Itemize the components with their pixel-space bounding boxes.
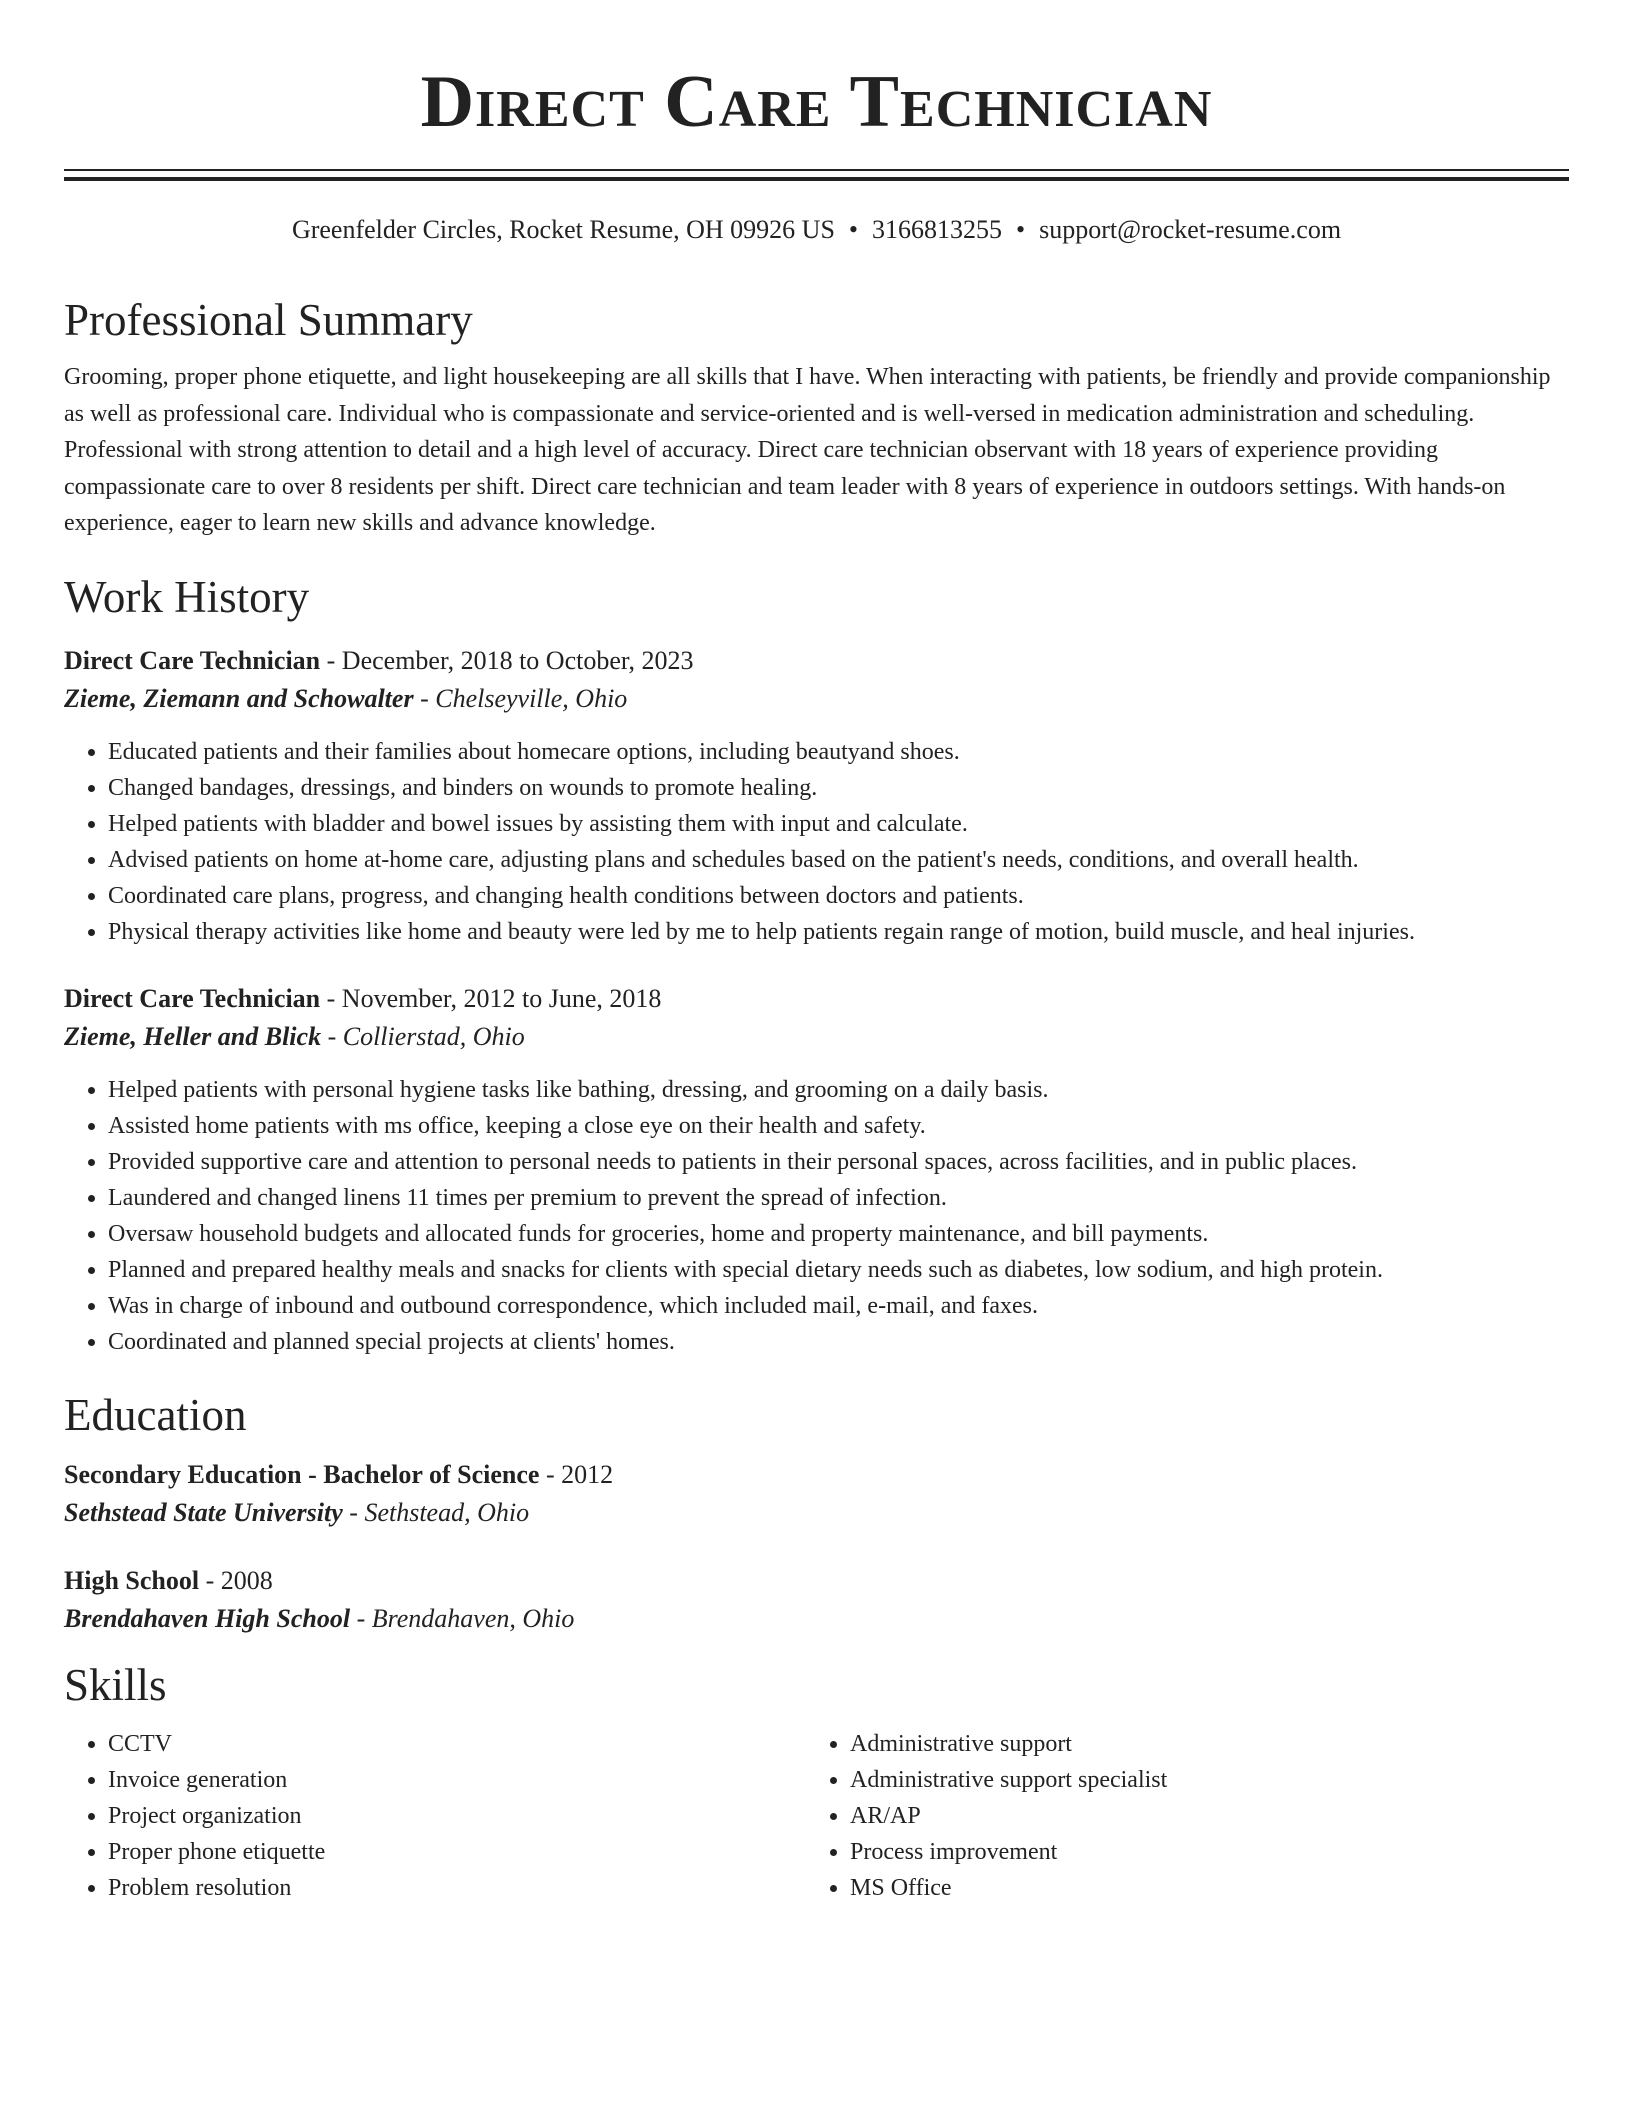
skill-item: • Process improvement: [850, 1834, 1548, 1870]
school-name: Sethstead State University: [64, 1497, 343, 1527]
list-item: • Laundered and changed linens 11 times per premium to prevent the spread of infection.: [108, 1180, 1569, 1216]
contact-separator: •: [1016, 215, 1026, 244]
skills-list: [64, 1726, 806, 1906]
section-heading-work: Work History: [64, 571, 310, 622]
skill-item: • Administrative support: [850, 1726, 1548, 1762]
degree-year: - 2008: [199, 1565, 273, 1595]
skill-item: • CCTV: [108, 1726, 806, 1762]
school-line: [64, 1496, 1569, 1530]
list-item: • Planned and prepared healthy meals and snacks for clients with special dietary needs such as diabetes, low sodium, and high protein.: [108, 1252, 1569, 1288]
school-location: - Brendahaven, Ohio: [350, 1603, 575, 1633]
job-bullets: [64, 1072, 1569, 1360]
list-item: • Coordinated care plans, progress, and changing health conditions between doctors and patients.: [108, 878, 1569, 914]
header-rule-thick: [64, 177, 1569, 181]
summary-section: [64, 293, 1569, 542]
skills-grid: [64, 1726, 1569, 1906]
contact-phone: 3166813255: [872, 215, 1003, 244]
section-heading-education: Education: [64, 1389, 247, 1440]
list-item: • Oversaw household budgets and allocated funds for groceries, home and property maintenance, and bill payments.: [108, 1216, 1569, 1252]
skills-section: [64, 1658, 1569, 1906]
skill-item: • AR/AP: [850, 1798, 1548, 1834]
skills-list: [806, 1726, 1548, 1906]
list-item: • Helped patients with personal hygiene tasks like bathing, dressing, and grooming on a daily basis.: [108, 1072, 1569, 1108]
degree-name: Secondary Education - Bachelor of Science: [64, 1459, 540, 1489]
company-location: - Collierstad, Ohio: [321, 1021, 525, 1051]
resume-page: [64, 0, 1569, 1906]
job-title: Direct Care Technician: [64, 645, 321, 675]
contact-line: [64, 213, 1569, 247]
skill-item: • Problem resolution: [108, 1870, 806, 1906]
list-item: • Changed bandages, dressings, and binders on wounds to promote healing.: [108, 770, 1569, 806]
list-item: • Advised patients on home at-home care, adjusting plans and schedules based on the patient's needs, conditions, and overall health.: [108, 842, 1569, 878]
contact-email: support@rocket-resume.com: [1039, 215, 1342, 244]
degree-line: [64, 1458, 1569, 1492]
school-name: Brendahaven High School: [64, 1603, 351, 1633]
summary-text: Grooming, proper phone etiquette, and light housekeeping are all skills that I have. When interacting with patients, be friendly and provide companionship as well as professional care. Individual who is compassionate and service-oriented and is well-versed in medication administration and scheduling. Professional with strong attention to detail and a high level of accuracy. Direct care technician observant with 18 years of experience providing compassionate care to over 8 residents per shift. Direct care technician and team leader with 8 years of experience in outdoors settings. With hands-on experience, eager to learn new skills and advance knowledge.: [64, 364, 1551, 536]
job-dates: - December, 2018 to October, 2023: [320, 645, 694, 675]
job-dates: - November, 2012 to June, 2018: [320, 983, 662, 1013]
degree-line: [64, 1564, 1569, 1598]
header-rule-thin: [64, 169, 1569, 171]
contact-address: Greenfelder Circles, Rocket Resume, OH 09926 US: [291, 215, 835, 244]
list-item: • Provided supportive care and attention to personal needs to patients in their personal spaces, across facilities, and in public places.: [108, 1144, 1569, 1180]
company-line: [64, 1020, 1569, 1054]
list-item: • Coordinated and planned special projects at clients' homes.: [108, 1324, 1569, 1360]
education-section: [64, 1388, 1569, 1636]
job-title-line: [64, 982, 1569, 1016]
company-location: - Chelseyville, Ohio: [413, 683, 628, 713]
company-name: Zieme, Heller and Blick: [64, 1021, 322, 1051]
education-entry: [64, 1564, 1569, 1636]
skill-item: • Invoice generation: [108, 1762, 806, 1798]
list-item: • Helped patients with bladder and bowel issues by assisting them with input and calculate.: [108, 806, 1569, 842]
list-item: • Educated patients and their families about homecare options, including beautyand shoes.: [108, 734, 1569, 770]
skills-column-left: [64, 1726, 806, 1906]
contact-separator: •: [848, 215, 859, 244]
school-line: [64, 1602, 1569, 1636]
degree-year: - 2012: [539, 1459, 614, 1489]
section-heading-summary: Professional Summary: [64, 295, 473, 345]
list-item: • Physical therapy activities like home and beauty were led by me to help patients regain range of motion, build muscle, and heal injuries.: [108, 914, 1569, 950]
skill-item: • MS Office: [850, 1870, 1548, 1906]
job-entry: [64, 982, 1569, 1360]
skill-item: • Administrative support specialist: [850, 1762, 1548, 1798]
skill-item: • Project organization: [108, 1798, 806, 1834]
section-heading-skills: Skills: [64, 1659, 167, 1710]
company-line: [64, 682, 1569, 716]
resume-title: Direct Care Technician: [420, 61, 1213, 143]
education-entry: [64, 1458, 1569, 1530]
skills-column-right: [806, 1726, 1548, 1906]
list-item: • Was in charge of inbound and outbound correspondence, which included mail, e-mail, and faxes.: [108, 1288, 1569, 1324]
job-entry: [64, 644, 1569, 950]
job-title-line: [64, 644, 1569, 678]
school-location: - Sethstead, Ohio: [342, 1497, 530, 1527]
degree-name: High School: [64, 1565, 200, 1595]
job-bullets: [64, 734, 1569, 950]
job-title: Direct Care Technician: [64, 983, 321, 1013]
work-history-section: [64, 570, 1569, 1360]
skill-item: • Proper phone etiquette: [108, 1834, 806, 1870]
company-name: Zieme, Ziemann and Schowalter: [64, 683, 414, 713]
list-item: • Assisted home patients with ms office, keeping a close eye on their health and safety.: [108, 1108, 1569, 1144]
